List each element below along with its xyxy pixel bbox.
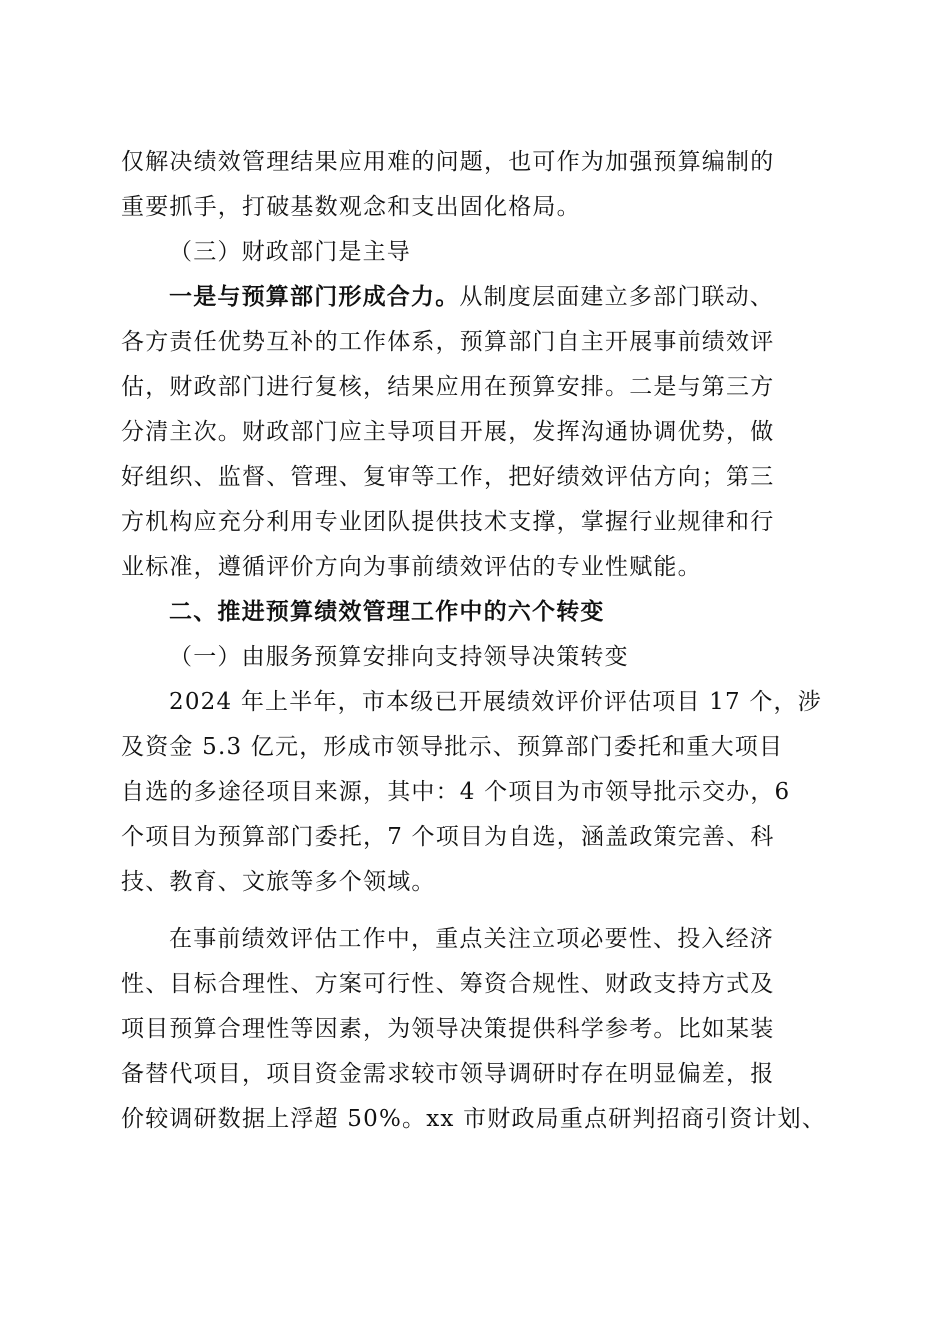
text-line: 分清主次。财政部门应主导项目开展，发挥沟通协调优势，做 <box>121 419 775 445</box>
paragraph-3 <box>121 680 831 905</box>
text-line: 性、目标合理性、方案可行性、筹资合规性、财政支持方式及 <box>121 971 775 997</box>
text-line: 2024 年上半年，市本级已开展绩效评价评估项目 17 个，涉 <box>169 689 822 715</box>
text-line: 自选的多途径项目来源，其中：4 个项目为市领导批示交办，6 <box>121 779 791 805</box>
paragraph-1 <box>121 140 831 230</box>
text-line: 技、教育、文旅等多个领域。 <box>121 869 436 895</box>
text-line: 方机构应充分利用专业团队提供技术支撑，掌握行业规律和行 <box>121 509 775 535</box>
text-line: 价较调研数据上浮超 50%。xx 市财政局重点研判招商引资计划、 <box>121 1106 827 1132</box>
text-line: 重要抓手，打破基数观念和支出固化格局。 <box>121 194 581 220</box>
paragraph-gap <box>121 905 831 917</box>
document-body <box>121 140 831 1142</box>
paragraph-2-lead: 一是与预算部门形成合力。 <box>169 284 460 310</box>
section-3-heading: （三）财政部门是主导 <box>169 239 411 265</box>
text-line: 业标准，遵循评价方向为事前绩效评估的专业性赋能。 <box>121 554 702 580</box>
chapter-2-heading: 二、推进预算绩效管理工作中的六个转变 <box>169 599 605 625</box>
text-line: 备替代项目，项目资金需求较市领导调研时存在明显偏差，报 <box>121 1061 775 1087</box>
text-line: 个项目为预算部门委托，7 个项目为自选，涵盖政策完善、科 <box>121 824 775 850</box>
text-line: 仅解决绩效管理结果应用难的问题，也可作为加强预算编制的 <box>121 149 775 175</box>
paragraph-4 <box>121 917 831 1142</box>
text-line: 在事前绩效评估工作中，重点关注立项必要性、投入经济 <box>169 926 774 952</box>
text-line: 好组织、监督、管理、复审等工作，把好绩效评估方向；第三 <box>121 464 775 490</box>
text-line: 及资金 5.3 亿元，形成市领导批示、预算部门委托和重大项目 <box>121 734 784 760</box>
paragraph-2-first-line: 从制度层面建立多部门联动、 <box>459 284 775 310</box>
section-1-heading: （一）由服务预算安排向支持领导决策转变 <box>169 644 629 670</box>
text-line: 各方责任优势互补的工作体系，预算部门自主开展事前绩效评 <box>121 329 775 355</box>
text-line: 项目预算合理性等因素，为领导决策提供科学参考。比如某装 <box>121 1016 775 1042</box>
text-line: 估，财政部门进行复核，结果应用在预算安排。二是与第三方 <box>121 374 775 400</box>
paragraph-2 <box>121 275 831 590</box>
text-line <box>121 275 831 320</box>
